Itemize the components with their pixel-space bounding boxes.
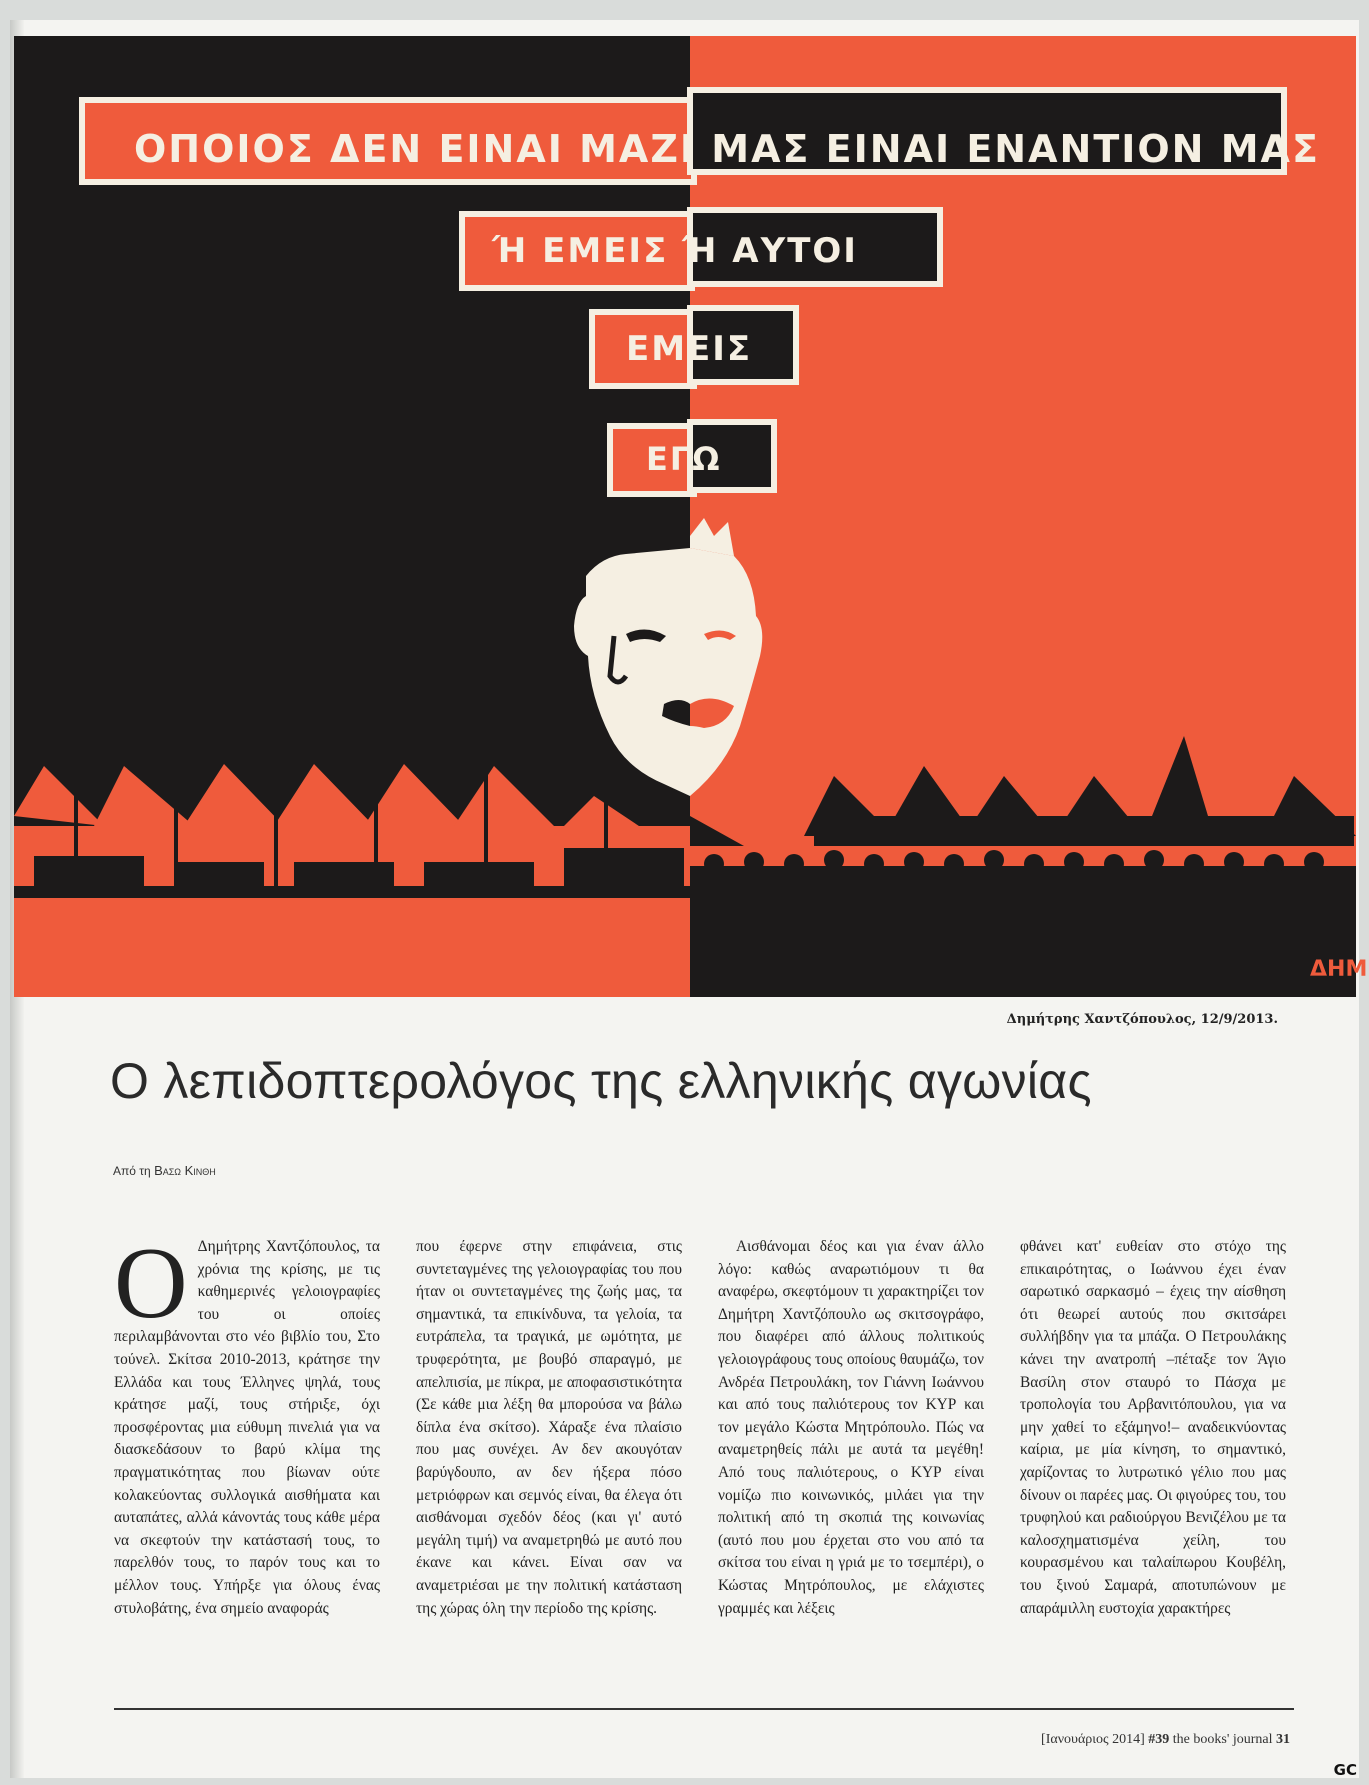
magazine-page (10, 20, 1368, 1778)
drop-cap: Ο (114, 1227, 188, 1340)
banner-third (592, 308, 796, 386)
banner-top (82, 90, 1320, 182)
cartoon-red-half (690, 36, 1356, 997)
banner-second-text: Ή ΕΜΕΙΣ Ή ΑΥΤΟΙ (492, 231, 858, 271)
banner-third-text: ΕΜΕΙΣ (626, 329, 753, 369)
footer-journal: the books' journal (1172, 1732, 1273, 1747)
article-body (114, 1227, 1286, 1676)
byline (113, 1163, 216, 1178)
political-cartoon (14, 36, 1368, 997)
page-number: 31 (1276, 1732, 1290, 1747)
banner-top-text: ΟΠΟΙΟΣ ΔΕΝ ΕΙΝΑΙ ΜΑΖΙ ΜΑΣ ΕΙΝΑΙ ΕΝΑΝΤΙΟΝ ΜΑΣ (134, 127, 1320, 171)
article-column-1 (114, 1227, 380, 1676)
article-paragraph: που έφερνε στην επιφάνεια, στις συντεταγμένες της γελοιογραφίας του που ήταν οι συντεταγμένες της ζωής μας, τα σημαντικά, τα επικίνδυνα, τα γελοία, τα ευτράπελα, τα τραγικά, με ωμότητα, με τρυφερότητα, με βουβό σπαραγμό, με απελπισία, με πίκρα, με αποφασιστικότητα (Σε κάθε μια λέξη θα μπορούσα να βάλω δίπλα ένα σκίτσο). Χάραξε ένα πλαίσιο που μας συνέχει. Αν δεν ακουγόταν βαρύγδουπο, αν δεν ήξερα πόσο μετριόφρων και σεμνός είναι, θα έλεγα ότι αισθάνομαι σχεδόν δέος (και γι' αυτό μεγάλη τιμή) να αναμετρηθώ με αυτό που έκανε και κάνει. Είναι σαν να αναμετριέσαι με την πολιτική κατάσταση της χώρας όλη την περίοδο της κρίσης. (416, 1238, 682, 1617)
cartoon-illustration (14, 36, 1368, 997)
banner-fourth (610, 422, 774, 494)
banner-fourth-text: ΕΓΩ (646, 440, 722, 478)
article-paragraph: φθάνει κατ' ευθείαν στο στόχο της επικαιρότητας, ο Ιωάννου έχει έναν σαρωτικό σαρκασμό – έχεις την αίσθηση ότι θεωρεί αυτούς που σκιτσάρει συλλήβδην για τα μπάζα. Ο Πετρουλάκης κάνει την ανατροπή –πέταξε τον Άγιο Βασίλη στον σταυρό το Πάσχα με τροπολογία του Αρβανιτόπουλου, για να μην χαθεί το εξάμηνο!– αναδεικνύοντας καίρια, με μία κίνηση, το σημαντικό, χαρίζοντας το λυτρωτικό γέλιο που μας δίνουν οι παρέες μας. Οι φιγούρες του, του τρυφηλού και ραδιούργου Βενιζέλου με τα καλοσχηματισμένα χείλη, του κουρασμένου και ταλαίπωρου Κουβέλη, του ξινού Σαμαρά, αποτυπώνουν με απαράμιλλη ευστοχία χαρακτήρες (1020, 1238, 1286, 1617)
article-paragraph: Αισθάνομαι δέος και για έναν άλλο λόγο: καθώς αναρωτιόμουν τι θα αναφέρω, σκεφτόμουν τι χαρακτηρίζει τον Δημήτρη Χαντζόπουλο ως σκιτσογράφο, που διαφέρει από άλλους πολιτικούς γελοιογράφους τους οποίους θαυμάζω, τον Ανδρέα Πετρουλάκη, τον Γιάννη Ιωάννου και από τους παλιότερους τον ΚΥΡ και τον μεγάλο Κώστα Μητρόπουλο. Πώς να αναμετρηθείς πάλι με αυτά τα μεγέθη! Από τους παλιότερους, ο ΚΥΡ είναι νομίζω πιο κοινωνικός, μιλάει για την πολιτική από τη σκοπιά της κοινωνίας (αυτό που μου έρχεται στο νου από τα σκίτσα του είναι η γριά με το τσεμπέρι), ο Κώστας Μητρόπουλος, με ελάχιστες γραμμές και λέξεις (718, 1238, 984, 1617)
article-headline: Ο λεπιδοπτερολόγος της ελληνικής αγωνίας (110, 1053, 1092, 1109)
article-column-3 (718, 1236, 984, 1676)
cartoon-signature: ΔΗΜ (1310, 957, 1368, 982)
page-footer (1041, 1732, 1290, 1748)
article-column-4 (1020, 1236, 1286, 1676)
crowd-right-ground (690, 896, 1356, 997)
cartoon-caption: Δημήτρης Χαντζόπουλος, 12/9/2013. (1006, 1012, 1278, 1027)
article-paragraph: Δημήτρης Χαντζόπουλος, τα χρόνια της κρίσης, με τις καθημερινές γελοιογραφίες του οι οποίες περιλαμβάνονται στο νέο βιβλίο του, Στο τούνελ. Σκίτσα 2010-2013, κράτησε την Ελλάδα και τους Έλληνες ψηλά, τους κράτησε μαζί, τους στήριξε, όχι προσφέροντας μια εύθυμη πινελιά για να διασκεδάσουν το βαρύ κλίμα της πραγματικότητας που βίωναν ούτε κολακεύοντας συλλογικά αισθήματα και αυταπάτες, αλλά κάνοντάς τους κάθε μέρα να σκεφτούν την κατάστασή τους, το παρελθόν τους, το παρόν τους και το μέλλον τους. Υπήρξε για όλους ένας στυλοβάτης, ένα σημείο αναφοράς (114, 1238, 380, 1617)
banner-second (462, 210, 940, 288)
byline-prefix: Από τη (113, 1164, 151, 1178)
footer-rule (114, 1708, 1294, 1710)
footer-issue: #39 (1148, 1732, 1170, 1747)
byline-author: Βασω Κινθη (154, 1163, 216, 1178)
article-column-2 (416, 1236, 682, 1676)
footer-month: [Ιανουάριος 2014] (1041, 1732, 1145, 1747)
watermark: GC (1333, 1761, 1357, 1779)
